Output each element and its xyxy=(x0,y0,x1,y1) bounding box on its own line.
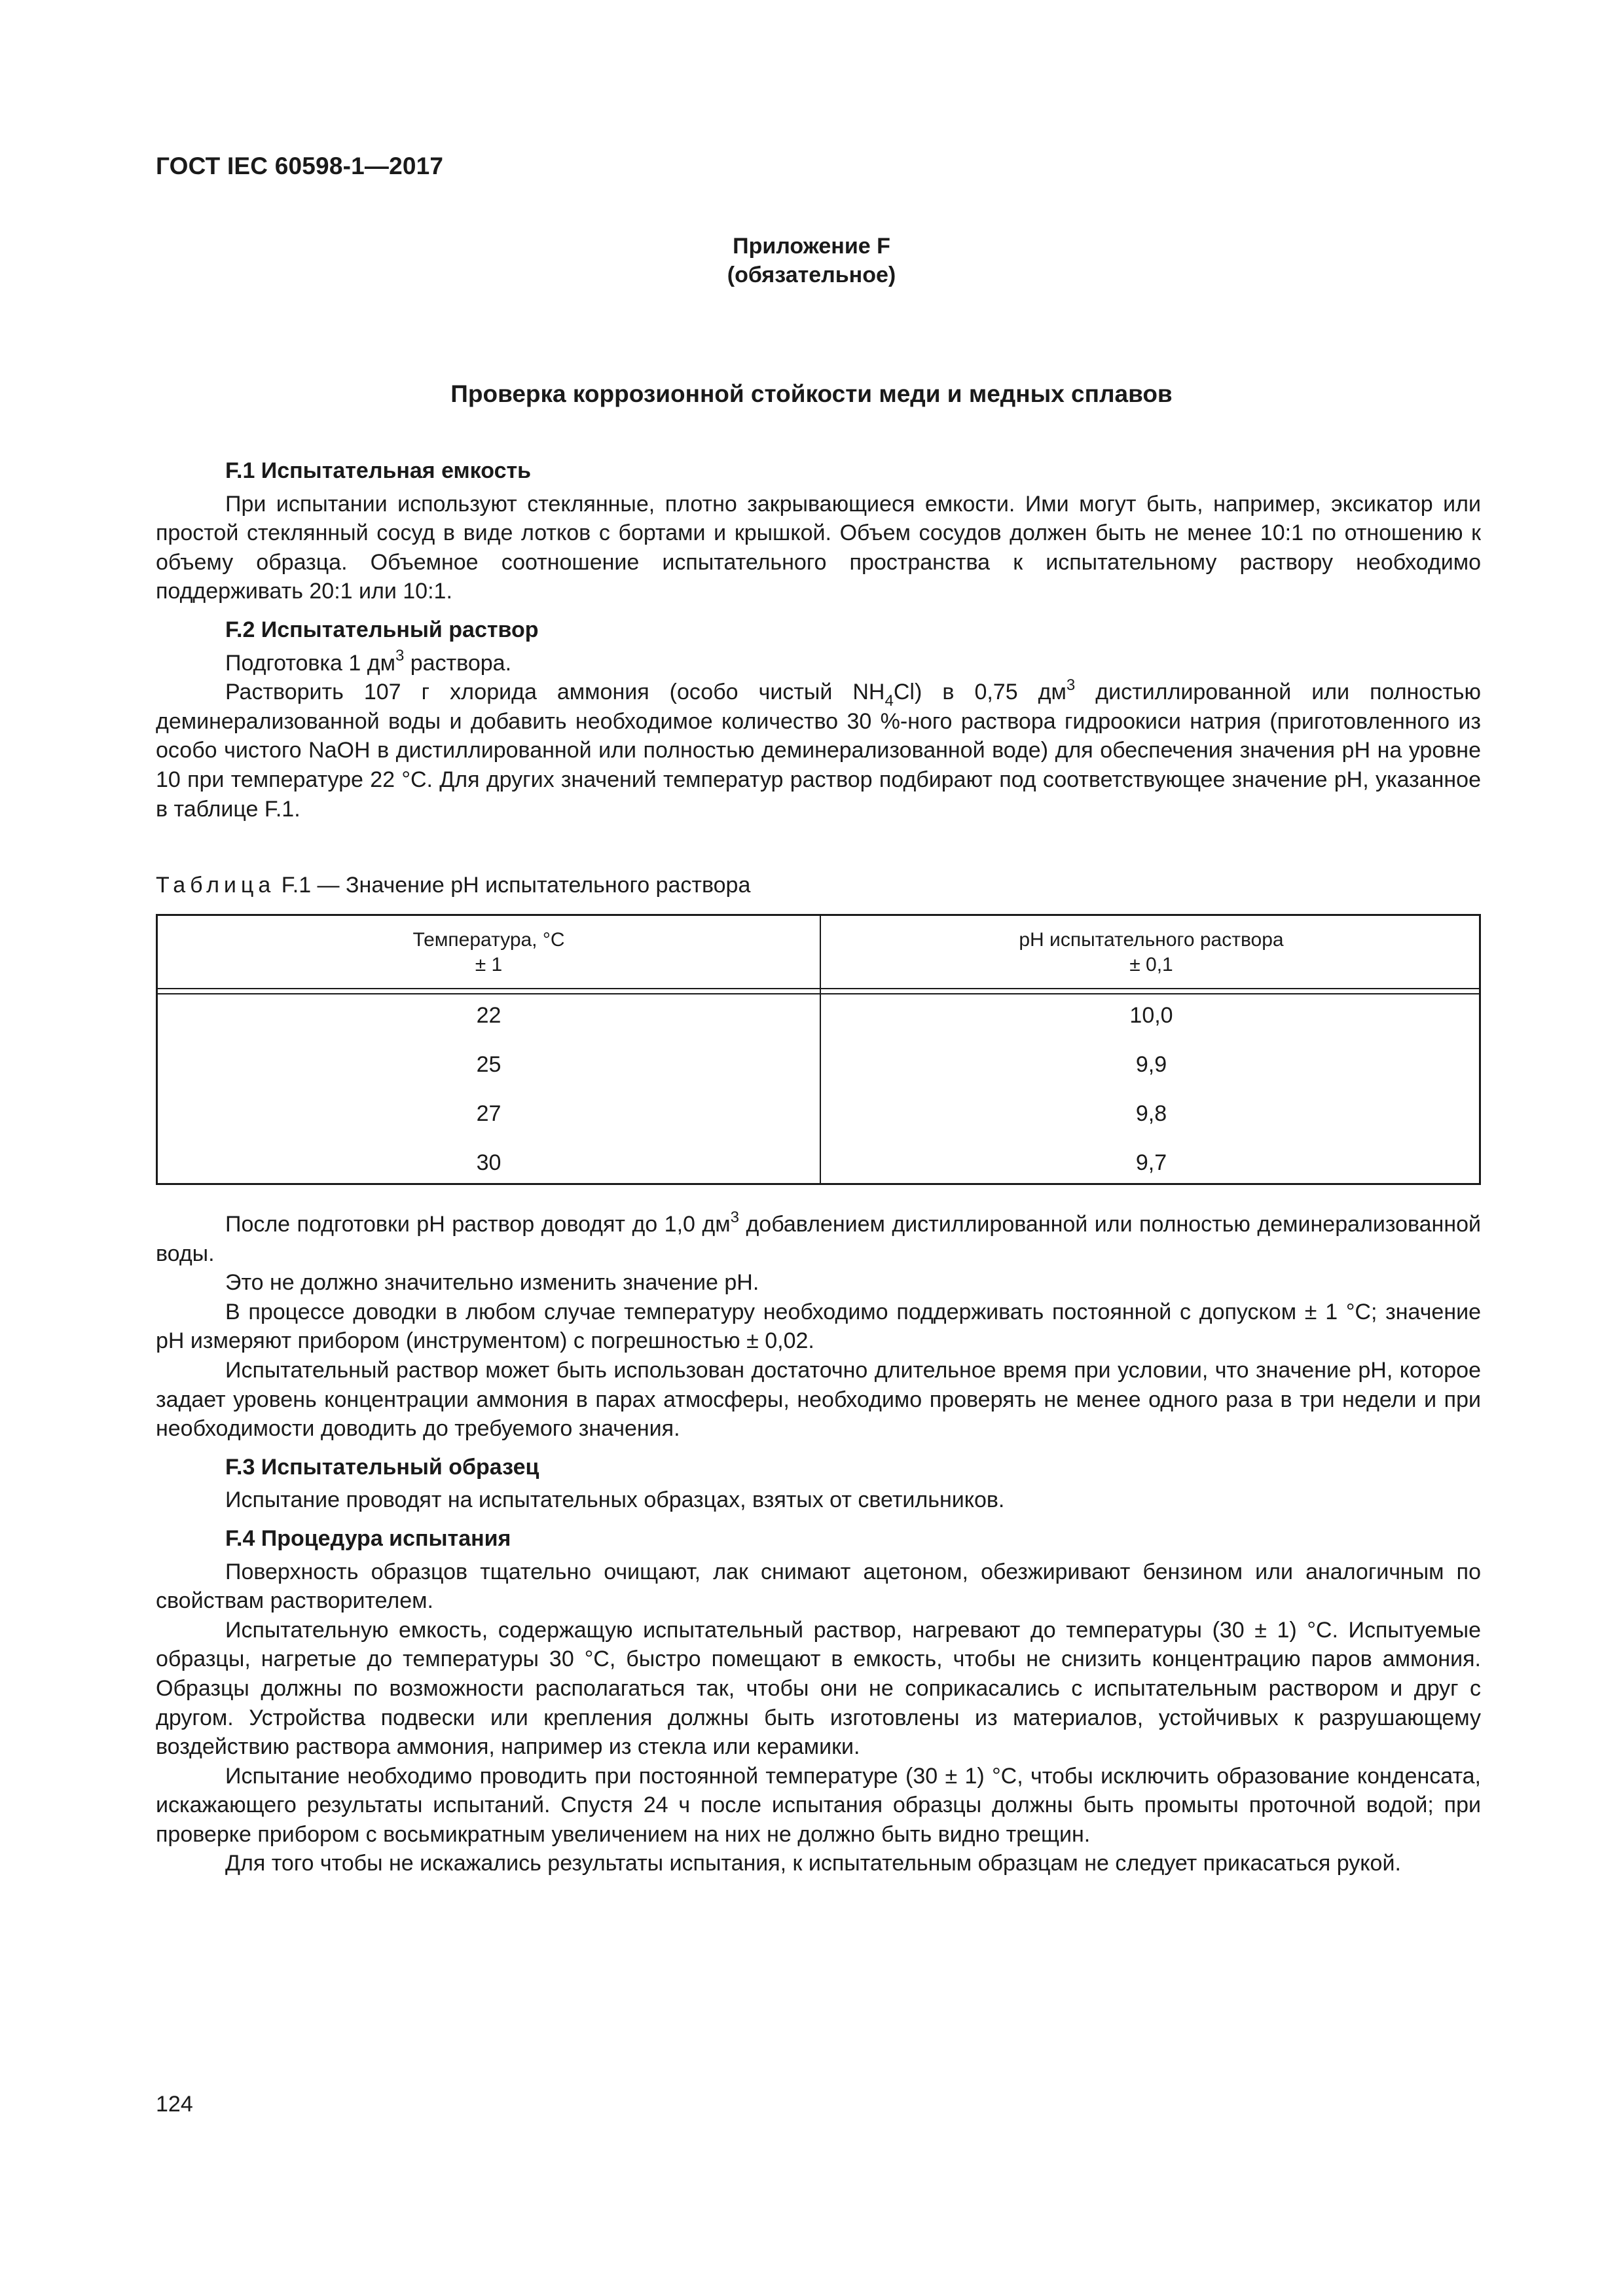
paragraph-ph-note: Это не должно значительно изменить значение pH. xyxy=(225,1270,759,1296)
table-caption-text: F.1 — Значение pH испытательного раствора xyxy=(275,873,751,898)
text-run: После подготовки pH раствор доводят до 1,0 дм xyxy=(225,1212,731,1237)
paragraph-temperature-tolerance: В процессе доводки в любом случае температуру необходимо поддерживать постоянной с допуском ± 1 °С; значение pH измеряют прибором (инструментом) с погрешностью ± 0,02. xyxy=(156,1299,1481,1354)
text-run: Cl) в 0,75 дм xyxy=(893,680,1067,705)
document-header-id: ГОСТ IEC 60598-1—2017 xyxy=(156,153,444,179)
table-caption-prefix: Таблица xyxy=(156,873,276,898)
table-cell-temp: 30 xyxy=(476,1150,501,1175)
table-cell-temp: 27 xyxy=(476,1101,501,1126)
page-number: 124 xyxy=(156,2092,193,2117)
table-cell-temp: 22 xyxy=(476,1003,501,1028)
table-cell-temp: 25 xyxy=(476,1052,501,1077)
annex-heading xyxy=(0,232,1623,289)
text-run: раствора. xyxy=(404,650,512,676)
table-cell-ph: 9,9 xyxy=(1135,1052,1167,1077)
section-heading-f4: F.4 Процедура испытания xyxy=(225,1525,511,1551)
table-cell-ph: 9,8 xyxy=(1135,1101,1167,1126)
paragraph-solution-usage: Испытательный раствор может быть использован достаточно длительное время при условии, что значение pH, которое задает уровень концентрации аммония в парах атмосферы, необходимо проверять не менее одного раза в три недели и при необходимости доводить до требуемого значения. xyxy=(156,1357,1481,1442)
text-run: Растворить 107 г хлорида аммония (особо чистый NH xyxy=(225,680,885,705)
paragraph-ph-adjust xyxy=(156,1210,1481,1268)
text-run: добавлением дистиллированной или полностью деминерализованной воды. xyxy=(156,1212,1481,1266)
section-after-table xyxy=(156,1210,1481,1878)
paragraph-f2-solution xyxy=(156,678,1481,824)
main-title: Проверка коррозионной стойкости меди и медных сплавов xyxy=(450,380,1173,407)
section-heading-f3: F.3 Испытательный образец xyxy=(225,1454,539,1480)
header-line: ± 0,1 xyxy=(1129,954,1173,975)
header-line: pH испытательного раствора xyxy=(1019,929,1284,951)
table-header-ph xyxy=(822,928,1481,977)
subscript: 4 xyxy=(884,691,894,710)
paragraph-f4-handling: Для того чтобы не искажались результаты испытания, к испытательным образцам не следует прикасаться рукой. xyxy=(225,1851,1401,1876)
superscript: 3 xyxy=(395,647,405,665)
paragraph-f4-heating: Испытательную емкость, содержащую испытательный раствор, нагревают до температуры (30 ± 1) °С. Испытуемые образцы, нагретые до температуры 30 °С, быстро помещают в емкость, чтобы не снизить концентрацию паров аммония. Образцы должны по возможности располагаться так, чтобы они не соприкасались с испытательным раствором и друг с другом. Устройства подвески или крепления должны быть изготовлены из материалов, устойчивых к разрушающему воздействию раствора аммония, например из стекла или керамики. xyxy=(156,1617,1481,1760)
section-heading-f1: F.1 Испытательная емкость xyxy=(225,458,532,483)
table-cell-ph: 9,7 xyxy=(1135,1150,1167,1175)
annex-status: (обязательное) xyxy=(727,263,896,287)
text-run: Подготовка 1 дм xyxy=(225,650,395,676)
paragraph-f1: При испытании используют стеклянные, плотно закрывающиеся емкости. Ими могут быть, например, эксикатор или простой стеклянный сосуд в виде лотков с бортами и крышкой. Объем сосудов должен быть не менее 10:1 по отношению к объему образца. Объемное соотношение испытательного пространства к испытательному раствору необходимо поддерживать 20:1 или 10:1. xyxy=(156,491,1481,604)
superscript: 3 xyxy=(1066,676,1076,694)
table-column-divider xyxy=(820,916,821,1183)
superscript: 3 xyxy=(730,1208,739,1226)
paragraph-f2-preparation xyxy=(156,649,1481,678)
paragraph-f4-temperature: Испытание необходимо проводить при постоянной температуре (30 ± 1) °С, чтобы исключить образование конденсата, искажающего результаты испытаний. Спустя 24 ч после испытания образцы должны быть промыты проточной водой; при проверке прибором с восьмикратным увеличением на них не должно быть видно трещин. xyxy=(156,1763,1481,1847)
ph-table xyxy=(156,914,1481,1185)
paragraph-f4-cleaning: Поверхность образцов тщательно очищают, лак снимают ацетоном, обезжиривают бензином или аналогичным по свойствам растворителем. xyxy=(156,1559,1481,1614)
section-heading-f2: F.2 Испытательный раствор xyxy=(225,617,539,642)
text-run: дистиллированной или полностью деминерализованной воды и добавить необходимое количество 30 %-ного раствора гидроокиси натрия (приготовленного из особо чистого NaOH в дистиллированной или полностью деминерализованной воде) для обеспечения значения pH на уровне 10 при температуре 22 °С. Для других значений температур раствор подбирают под соответствующее значение pH, указанное в таблице F.1. xyxy=(156,680,1482,822)
table-cell-ph: 10,0 xyxy=(1129,1003,1173,1028)
header-line: Температура, °С xyxy=(412,929,565,951)
table-header-temperature xyxy=(158,928,820,977)
section-f1-f2 xyxy=(156,456,1481,824)
paragraph-f3: Испытание проводят на испытательных образцах, взятых от светильников. xyxy=(225,1487,1005,1513)
annex-title: Приложение F xyxy=(733,234,890,259)
table-header-rule xyxy=(158,988,1479,989)
table-header-rule-double xyxy=(158,993,1479,994)
header-line: ± 1 xyxy=(475,954,503,975)
table-caption xyxy=(156,871,750,900)
